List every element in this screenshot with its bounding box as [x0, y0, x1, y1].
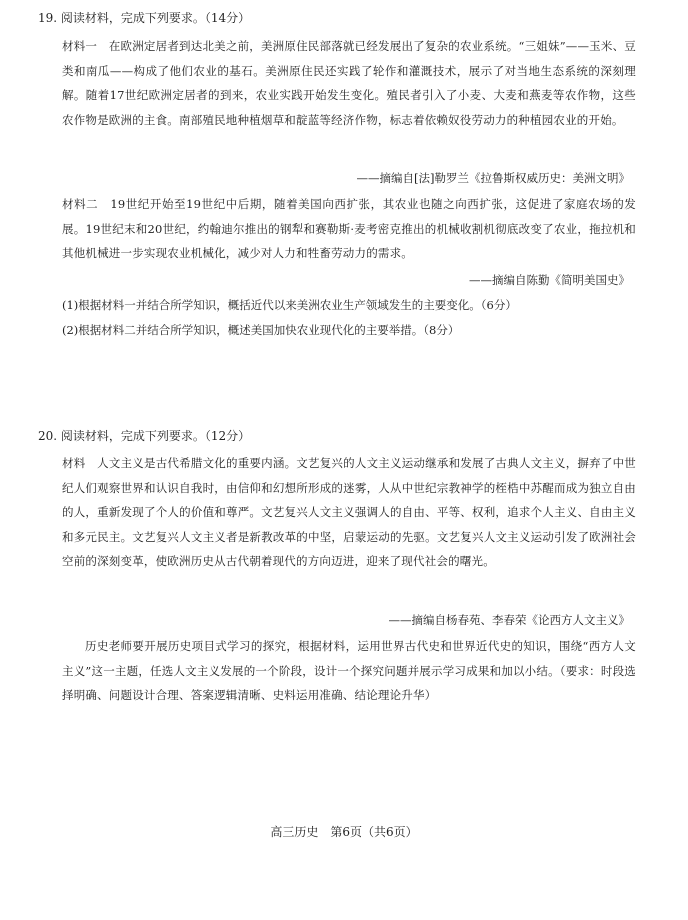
page-footer: 高三历史 第6页（共6页） — [270, 825, 418, 839]
q19-heading: 19. 阅读材料，完成下列要求。（14分） — [38, 11, 251, 25]
q20-task: 历史老师要开展历史项目式学习的探究，根据材料，运用世界古代史和世界近代史的知识，围绕“西方人文主义”这一主题，任选人文主义发展的一个阶段，设计一个探究问题并展示学习成果和加以小结。（要求：时段选择明确、问题设计合理、答案逻辑清晰、史料运用准确、结论理论升华） — [62, 639, 636, 702]
q20-material: 材料 人文主义是古代希腊文化的重要内涵。文艺复兴的人文主义运动继承和发展了古典人文主义，摒弃了中世纪人们观察世界和认识自我时，由信仰和幻想所形成的迷雾，人从中世纪宗教神学的桎梏中苏醒而成为独立自由的人，重新发现了个人的价值和尊严。文艺复兴人文主义强调人的自由、平等、权利，追求个人主义、自由主义和多元民主。文艺复兴人文主义者是新教改革的中坚，启蒙运动的先驱。文艺复兴人文主义运动引发了欧洲社会空前的深刻变革，使欧洲历史从古代朝着现代的方向迈进，迎来了现代社会的曙光。 — [62, 456, 636, 568]
q20-heading: 20. 阅读材料，完成下列要求。（12分） — [38, 429, 251, 443]
q19-source-2: ——摘编自陈勤《简明美国史》 — [469, 273, 630, 287]
q20-source: ——摘编自杨春苑、李春荣《论西方人文主义》 — [388, 613, 630, 627]
q19-material-2: 材料二 19世纪开始至19世纪中后期，随着美国向西扩张，其农业也随之向西扩张，这促进了家庭农场的发展。19世纪末和20世纪，约翰迪尔推出的钢犁和赛勒斯·麦考密克推出的机械收割机彻底改变了农业，拖拉机和其他机械进一步实现农业机械化，减少对人力和牲畜劳动力的需求。 — [62, 197, 636, 260]
q19-sub-question-1: (1)根据材料一并结合所学知识，概括近代以来美洲农业生产领域发生的主要变化。（6分） — [62, 298, 517, 312]
q19-material-1: 材料一 在欧洲定居者到达北美之前，美洲原住民部落就已经发展出了复杂的农业系统。“三姐妹”——玉米、豆类和南瓜——构成了他们农业的基石。美洲原住民还实践了轮作和灌溉技术，展示了对当地生态系统的深刻理解。随着17世纪欧洲定居者的到来，农业实践开始发生变化。殖民者引入了小麦、大麦和燕麦等农作物，这些农作物是欧洲的主食。南部殖民地种植烟草和靛蓝等经济作物，标志着依赖奴役劳动力的种植园农业的开始。 — [62, 39, 636, 127]
q19-sub-question-2: (2)根据材料二并结合所学知识，概述美国加快农业现代化的主要举措。（8分） — [62, 323, 460, 337]
q19-source-1: ——摘编自[法]勒罗兰《拉鲁斯权威历史：美洲文明》 — [356, 171, 630, 185]
